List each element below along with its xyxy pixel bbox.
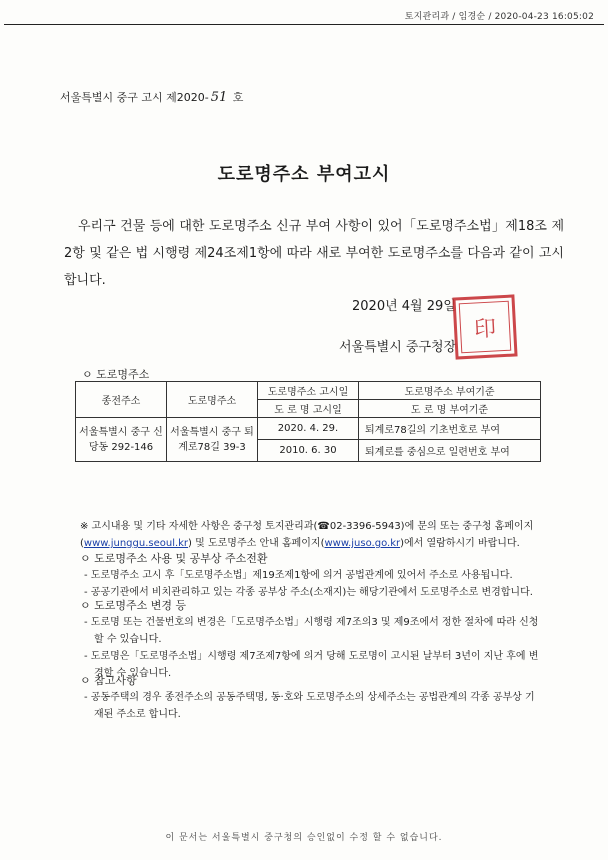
official-seal-stamp <box>452 294 517 359</box>
junggu-homepage-link[interactable]: www.junggu.seoul.kr <box>83 538 189 549</box>
note-text-before: ※ 고시내용 및 기타 자세한 사항은 중구청 토지관리과(☎02-3396-5943)에 문의 또는 중구청 홈페이지( <box>80 521 534 549</box>
notice-number-suffix: 호 <box>232 91 244 104</box>
inquiry-note <box>80 518 540 552</box>
document-header-stamp: 토지관리과 / 임경순 / 2020-04-23 16:05:02 <box>404 12 594 22</box>
th-roadname-notice-date: 도 로 명 고시일 <box>258 400 359 418</box>
cell-roadname-notice-date: 2010. 6. 30 <box>258 440 359 462</box>
section-reference <box>80 672 540 723</box>
road-address-table <box>75 381 541 462</box>
list-item: - 도로명 또는 건물번호의 변경은「도로명주소법」시행령 제7조의3 및 제9조에서 정한 절차에 따라 신청할 수 있습니다. <box>84 617 539 645</box>
notice-body: 우리구 건물 등에 대한 도로명주소 신규 부여 사항이 있어「도로명주소법」제18조 제2항 및 같은 법 시행령 제24조제1항에 따라 새로 부여한 도로명주소를 다음과 같이 고시합니다. <box>64 219 564 288</box>
cell-address-basis: 퇴계로78길의 기초번호로 부여 <box>359 418 541 440</box>
seal-inner-frame <box>459 301 512 354</box>
list-item: - 공공기관에서 비치관리하고 있는 각종 공부상 주소(소재지)는 해당기관에서 도로명주소로 변경합니다. <box>84 587 533 598</box>
list-item: - 도로명은「도로명주소법」시행령 제7조제7항에 의거 당해 도로명이 고시된 날부터 3년이 지난 후에 변경할 수 있습니다. <box>84 651 539 679</box>
section-change-heading: ㅇ 도로명주소 변경 등 <box>80 599 187 612</box>
document-title: 도로명주소 부여고시 <box>217 164 391 185</box>
section-road-address-heading: ㅇ 도로명주소 <box>82 368 150 381</box>
notice-number-prefix: 서울특별시 중구 고시 제2020- <box>60 91 209 104</box>
juso-homepage-link[interactable]: www.juso.go.kr <box>324 538 401 549</box>
seal-glyph: 印 <box>473 315 497 343</box>
list-item: - 도로명주소 고시 후「도로명주소법」제19조제1항에 의거 공법관계에 있어서 주소로 사용됩니다. <box>84 570 513 581</box>
note-text-middle: ) 및 도로명주소 안내 홈페이지( <box>188 538 325 549</box>
note-text-after: )에서 열람하시기 바랍니다. <box>400 538 520 549</box>
th-address-basis: 도로명주소 부여기준 <box>359 382 541 400</box>
th-previous-address: 종전주소 <box>76 382 167 418</box>
section-reference-heading: ㅇ 참고사항 <box>80 674 137 687</box>
th-roadname-basis: 도 로 명 부여기준 <box>359 400 541 418</box>
header-divider <box>4 24 604 25</box>
th-road-address: 도로명주소 <box>167 382 258 418</box>
section-usage-conversion <box>80 550 540 601</box>
notice-number-handwritten: 51 <box>210 90 228 105</box>
cell-road-address: 서울특별시 중구 퇴계로78길 39-3 <box>167 418 258 462</box>
cell-roadname-basis: 퇴계로를 중심으로 일련번호 부여 <box>359 440 541 462</box>
section-address-change <box>80 597 540 682</box>
list-item: - 공동주택의 경우 종전주소의 공동주택명, 동·호와 도로명주소의 상세주소는 공법관계의 각종 공부상 기재된 주소로 합니다. <box>84 692 535 720</box>
cell-previous-address: 서울특별시 중구 신당동 292-146 <box>76 418 167 462</box>
notice-date: 2020년 4월 29일 <box>352 299 456 314</box>
section-usage-heading: ㅇ 도로명주소 사용 및 공부상 주소전환 <box>80 552 268 565</box>
cell-address-notice-date: 2020. 4. 29. <box>258 418 359 440</box>
document-footer-notice: 이 문서는 서울특별시 중구청의 승인없이 수정 할 수 없습니다. <box>165 833 443 843</box>
th-address-notice-date: 도로명주소 고시일 <box>258 382 359 400</box>
notice-issuer: 서울특별시 중구청장 <box>339 340 457 355</box>
notice-number <box>60 89 243 105</box>
